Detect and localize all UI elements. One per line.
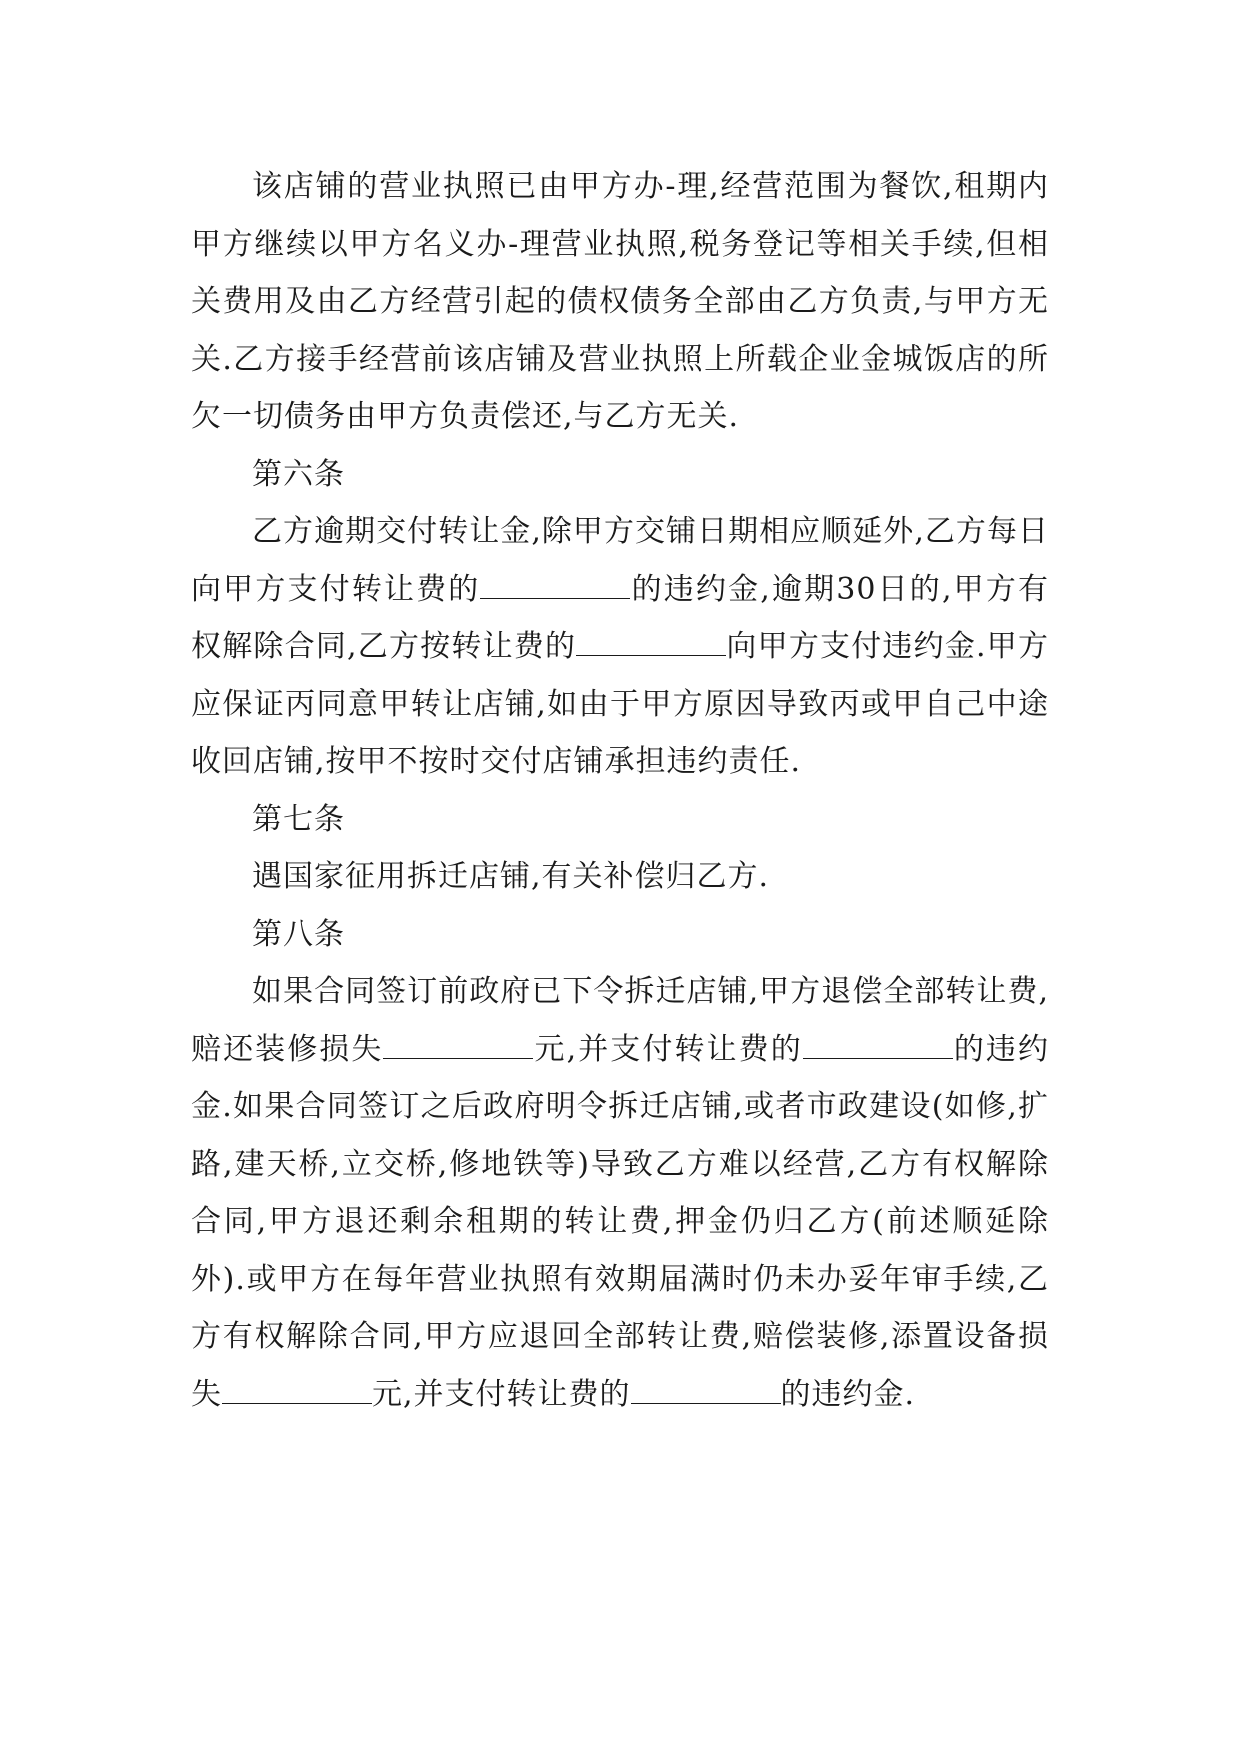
article-8-text-d: 元,并支付转让费的 — [372, 1376, 631, 1412]
article-6-text-a: 乙方逾期交付转让金,除甲方交铺日期相应顺延外,乙方每日向甲方支付转让费的 — [191, 514, 1049, 607]
article-6-text-b: 的违约金,逾期30日的,甲方有权解除合同,乙方按转让费的 — [191, 571, 1049, 664]
article-8-paragraph — [191, 963, 1049, 1423]
article-7-text: 遇国家征用拆迁店铺,有关补偿归乙方. — [252, 859, 770, 894]
article-7-heading: 第七条 — [252, 801, 345, 837]
document-body — [191, 158, 1049, 1423]
article-6-heading: 第六条 — [252, 456, 345, 492]
article-8-heading: 第八条 — [252, 916, 345, 952]
article-8-text-b: 元,并支付转让费的 — [533, 1031, 803, 1067]
blank-line — [480, 572, 630, 599]
article-7-paragraph — [191, 848, 1049, 906]
blank-line — [383, 1032, 533, 1059]
paragraph-license-text: 该店铺的营业执照已由甲方办-理,经营范围为餐饮,租期内甲方继续以甲方名义办-理营业执照,税务登记等相关手续,但相关费用及由乙方经营引起的债权债务全部由乙方负责,与甲方无关.乙方接手经营前该店铺及营业执照上所载企业金城饭店的所欠一切债务由甲方负责偿还,与乙方无关. — [191, 169, 1049, 434]
blank-line — [222, 1377, 372, 1404]
paragraph-license — [191, 158, 1049, 446]
blank-line — [803, 1032, 953, 1059]
blank-line — [631, 1377, 781, 1404]
article-8-text-e: 的违约金. — [780, 1376, 916, 1412]
blank-line — [576, 629, 726, 656]
article-8-text-a: 如果合同签订前政府已下令拆迁店铺,甲方退偿全部转让费,赔还装修损失 — [191, 974, 1049, 1067]
article-6-text-c: 向甲方支付违约金.甲方应保证丙同意甲转让店铺,如由于甲方原因导致丙或甲自己中途收回店铺,按甲不按时交付店铺承担违约责任. — [191, 629, 1049, 779]
article-6-paragraph — [191, 503, 1049, 791]
article-8-text-c: 的违约金.如果合同签订之后政府明令拆迁店铺,或者市政建设(如修,扩路,建天桥,立交桥,修地铁等)导致乙方难以经营,乙方有权解除合同,甲方退还剩余租期的转让费,押金仍归乙方(前述顺延除外).或甲方在每年营业执照有效期届满时仍未办妥年审手续,乙方有权解除合同,甲方应退回全部转让费,赔偿装修,添置设备损失 — [191, 1031, 1050, 1412]
